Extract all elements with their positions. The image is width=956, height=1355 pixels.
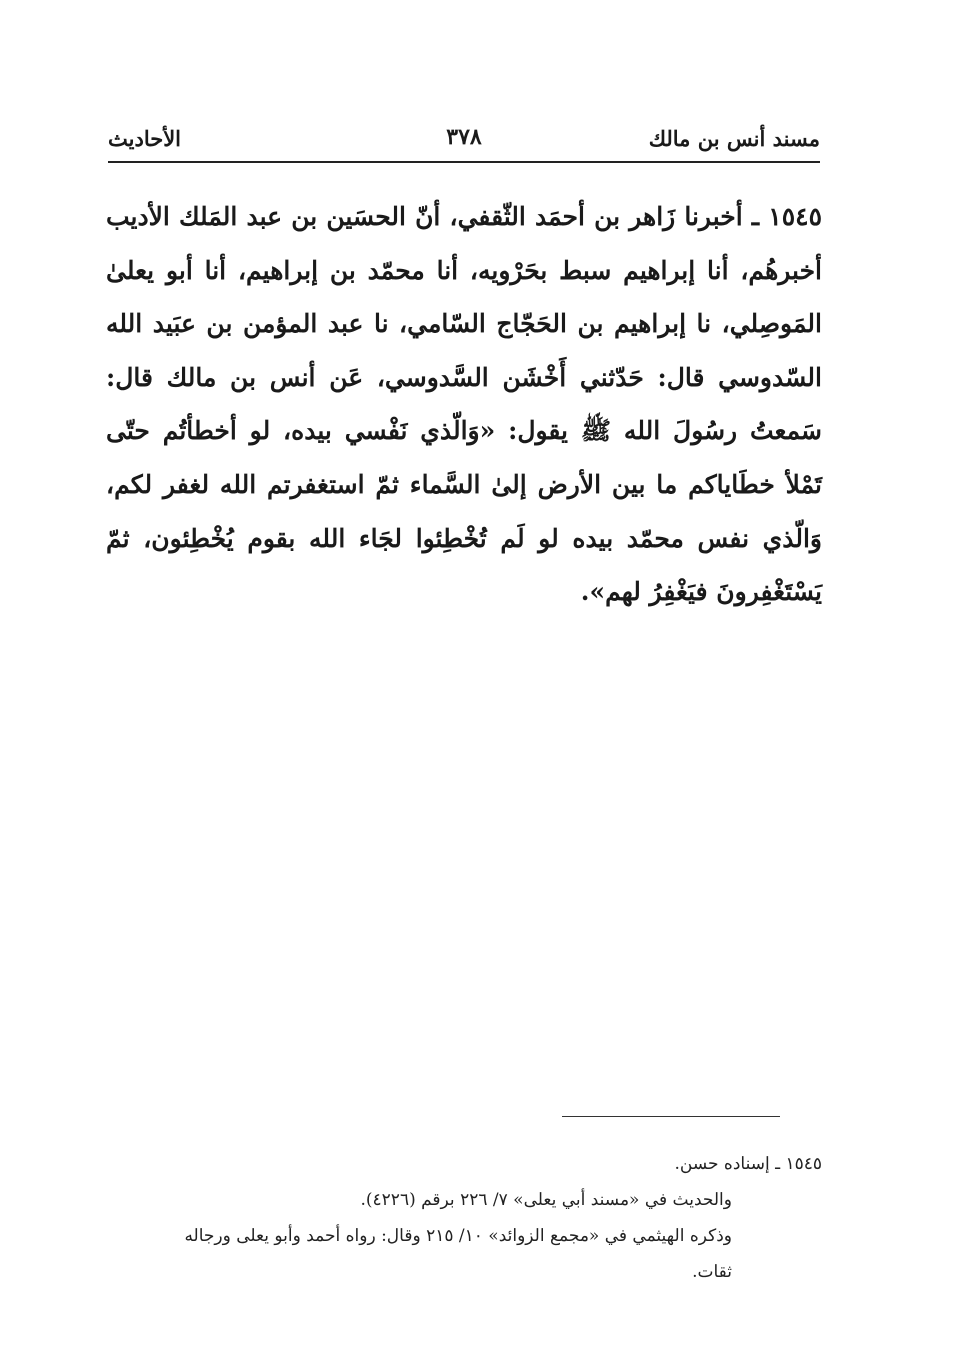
header-book-title: مسند أنس بن مالك	[648, 126, 820, 151]
footnote-line: ١٥٤٥ ـ إسناده حسن.	[674, 1154, 822, 1174]
header-section-title: الأحاديث	[108, 126, 182, 151]
footnote-line: ثقات.	[692, 1262, 732, 1282]
header-divider	[108, 161, 820, 163]
hadith-text: ١٥٤٥ ـ أخبرنا زَاهر بن أحمَد الثّقفي، أنّ الحسَين بن عبد المَلك الأديب أخبرهُم، أنا إبراهيم سبط بحَرْويه، أنا محمّد بن إبراهيم، أنا أبو يعلىٰ المَوصِلي، نا إبراهيم بن الحَجّاج السّامي، نا عبد المؤمن بن عبَيد الله السّدوسي قال: حَدّثني أَخْشَن السَّدوسي، عَن أنس بن مالك قال: سَمعتُ رسُولَ الله ﷺ يقول: «وَالّذي نَفْسي بيده، لو أخطأتُم حتّى تَمْلأ خطَاياكم ما بين الأرض إلىٰ السَّماء ثمّ استغفرتم الله لغفر لكم، وَالّذي نفس محمّد بيده لو لَم تُخْطِئوا لجَاء الله بقوم يُخْطِئون، ثمّ يَسْتَغْفِرونَ فيَغْفِرُ لهم».	[106, 202, 822, 607]
footnote-line: وذكره الهيثمي في «مجمع الزوائد» ١٠/ ٢١٥ وقال: رواه أحمد وأبو يعلى ورجاله	[184, 1226, 732, 1246]
footnote-line: والحديث في «مسند أبي يعلى» ٧/ ٢٢٦ برقم (٤٢٢٦).	[360, 1190, 732, 1210]
page-header	[108, 122, 820, 158]
footnotes	[106, 1146, 822, 1290]
page-number: ٣٧٨	[446, 124, 482, 150]
footnote-divider	[562, 1116, 780, 1117]
